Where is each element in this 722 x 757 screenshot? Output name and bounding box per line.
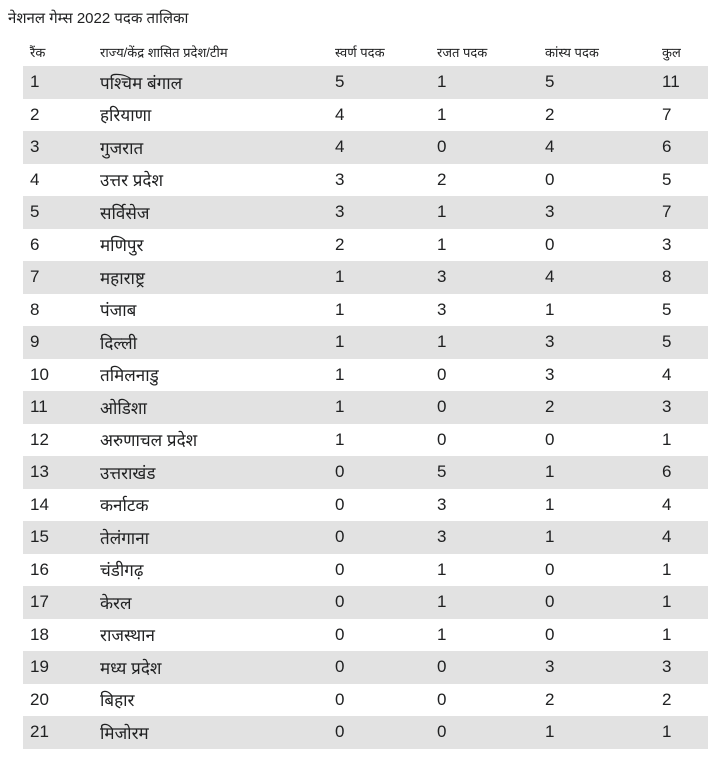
team-cell: अरुणाचल प्रदेश xyxy=(100,431,198,451)
table-row xyxy=(23,521,708,554)
team-cell: मिजोरम xyxy=(93,716,328,749)
silver-cell: 2 xyxy=(437,169,447,189)
bronze-cell: 0 xyxy=(538,586,655,619)
gold-cell: 0 xyxy=(328,716,430,749)
team-cell: महाराष्ट्र xyxy=(93,261,328,294)
silver-cell: 1 xyxy=(430,66,538,99)
team-cell: उत्तर प्रदेश xyxy=(100,171,163,191)
team-cell: उत्तराखंड xyxy=(93,456,328,489)
table-row xyxy=(23,684,708,717)
total-cell: 3 xyxy=(662,234,672,254)
silver-cell: 0 xyxy=(430,131,538,164)
rank-cell: 13 xyxy=(23,456,93,489)
silver-cell: 3 xyxy=(437,494,447,514)
table-row xyxy=(23,66,708,99)
team-cell: मध्य प्रदेश xyxy=(93,651,328,684)
team-cell: गुजरात xyxy=(93,131,328,164)
total-cell: 1 xyxy=(662,559,672,579)
rank-cell: 9 xyxy=(23,326,93,359)
total-cell: 1 xyxy=(655,716,708,749)
rank-cell: 7 xyxy=(23,261,93,294)
table-row xyxy=(23,391,708,424)
col-header-total: कुल xyxy=(662,45,681,60)
total-cell: 5 xyxy=(662,299,672,319)
table-row xyxy=(23,716,708,749)
gold-cell: 1 xyxy=(335,364,345,384)
rank-cell: 10 xyxy=(30,364,49,384)
table-row xyxy=(23,131,708,164)
bronze-cell: 3 xyxy=(545,364,555,384)
total-cell: 4 xyxy=(662,494,672,514)
team-cell: बिहार xyxy=(100,691,135,711)
header-row xyxy=(23,38,708,66)
rank-cell: 11 xyxy=(23,391,93,424)
total-cell: 2 xyxy=(662,689,672,709)
col-header-rank: रैंक xyxy=(30,45,46,60)
table-row xyxy=(23,294,708,327)
total-cell: 6 xyxy=(655,131,708,164)
rank-cell: 6 xyxy=(30,234,40,254)
bronze-cell: 2 xyxy=(538,391,655,424)
bronze-cell: 2 xyxy=(545,104,555,124)
table-row xyxy=(23,99,708,132)
rank-cell: 18 xyxy=(30,624,49,644)
silver-cell: 0 xyxy=(437,364,447,384)
total-cell: 6 xyxy=(655,456,708,489)
bronze-cell: 0 xyxy=(545,429,555,449)
table-row xyxy=(23,554,708,587)
bronze-cell: 1 xyxy=(538,716,655,749)
total-cell: 5 xyxy=(662,169,672,189)
rank-cell: 19 xyxy=(23,651,93,684)
bronze-cell: 1 xyxy=(545,299,555,319)
gold-cell: 4 xyxy=(328,131,430,164)
bronze-cell: 5 xyxy=(538,66,655,99)
gold-cell: 3 xyxy=(335,169,345,189)
gold-cell: 0 xyxy=(335,689,345,709)
silver-cell: 1 xyxy=(430,196,538,229)
table-row xyxy=(23,261,708,294)
team-cell: केरल xyxy=(93,586,328,619)
medal-table-body xyxy=(23,66,708,749)
table-row xyxy=(23,456,708,489)
bronze-cell: 0 xyxy=(545,559,555,579)
medal-table xyxy=(23,38,708,749)
medal-table-header xyxy=(23,38,708,66)
bronze-cell: 4 xyxy=(538,131,655,164)
total-cell: 7 xyxy=(662,104,672,124)
bronze-cell: 2 xyxy=(545,689,555,709)
total-cell: 8 xyxy=(655,261,708,294)
gold-cell: 0 xyxy=(335,494,345,514)
team-cell: चंडीगढ़ xyxy=(100,561,144,581)
gold-cell: 1 xyxy=(335,299,345,319)
silver-cell: 1 xyxy=(437,624,447,644)
silver-cell: 1 xyxy=(430,326,538,359)
rank-cell: 5 xyxy=(23,196,93,229)
total-cell: 1 xyxy=(655,586,708,619)
silver-cell: 0 xyxy=(430,391,538,424)
total-cell: 4 xyxy=(655,521,708,554)
bronze-cell: 0 xyxy=(545,624,555,644)
team-cell: कर्नाटक xyxy=(100,496,149,516)
gold-cell: 0 xyxy=(335,559,345,579)
rank-cell: 20 xyxy=(30,689,49,709)
silver-cell: 1 xyxy=(437,234,447,254)
total-cell: 4 xyxy=(662,364,672,384)
silver-cell: 3 xyxy=(430,261,538,294)
gold-cell: 1 xyxy=(328,326,430,359)
silver-cell: 1 xyxy=(430,586,538,619)
col-header-bronze: कांस्य पदक xyxy=(545,45,599,60)
total-cell: 7 xyxy=(655,196,708,229)
table-row xyxy=(23,424,708,457)
gold-cell: 2 xyxy=(335,234,345,254)
page-title: नेशनल गेम्स 2022 पदक तालिका xyxy=(8,10,189,27)
team-cell: पश्चिम बंगाल xyxy=(93,66,328,99)
bronze-cell: 1 xyxy=(545,494,555,514)
table-row xyxy=(23,489,708,522)
total-cell: 3 xyxy=(655,391,708,424)
silver-cell: 3 xyxy=(437,299,447,319)
table-row xyxy=(23,619,708,652)
team-cell: सर्विसेज xyxy=(93,196,328,229)
bronze-cell: 4 xyxy=(538,261,655,294)
col-header-silver: रजत पदक xyxy=(437,45,488,60)
gold-cell: 1 xyxy=(335,429,345,449)
gold-cell: 0 xyxy=(335,624,345,644)
gold-cell: 4 xyxy=(335,104,345,124)
team-cell: मणिपुर xyxy=(100,236,144,256)
bronze-cell: 3 xyxy=(538,196,655,229)
rank-cell: 8 xyxy=(30,299,40,319)
rank-cell: 2 xyxy=(30,104,40,124)
silver-cell: 3 xyxy=(430,521,538,554)
gold-cell: 5 xyxy=(328,66,430,99)
bronze-cell: 1 xyxy=(538,521,655,554)
table-row xyxy=(23,196,708,229)
total-cell: 5 xyxy=(655,326,708,359)
col-header-gold: स्वर्ण पदक xyxy=(335,45,385,60)
table-row xyxy=(23,229,708,262)
gold-cell: 0 xyxy=(328,456,430,489)
silver-cell: 0 xyxy=(437,689,447,709)
team-cell: तेलंगाना xyxy=(93,521,328,554)
gold-cell: 0 xyxy=(328,651,430,684)
silver-cell: 1 xyxy=(437,104,447,124)
total-cell: 1 xyxy=(662,429,672,449)
table-row xyxy=(23,164,708,197)
team-cell: ओडिशा xyxy=(93,391,328,424)
bronze-cell: 0 xyxy=(545,169,555,189)
rank-cell: 1 xyxy=(23,66,93,99)
rank-cell: 3 xyxy=(23,131,93,164)
gold-cell: 3 xyxy=(328,196,430,229)
rank-cell: 12 xyxy=(30,429,49,449)
gold-cell: 0 xyxy=(328,521,430,554)
silver-cell: 0 xyxy=(437,429,447,449)
table-row xyxy=(23,586,708,619)
silver-cell: 0 xyxy=(430,651,538,684)
table-row xyxy=(23,359,708,392)
bronze-cell: 0 xyxy=(545,234,555,254)
table-row xyxy=(23,326,708,359)
silver-cell: 1 xyxy=(437,559,447,579)
gold-cell: 1 xyxy=(328,261,430,294)
rank-cell: 16 xyxy=(30,559,49,579)
rank-cell: 4 xyxy=(30,169,40,189)
bronze-cell: 3 xyxy=(538,326,655,359)
rank-cell: 17 xyxy=(23,586,93,619)
total-cell: 3 xyxy=(655,651,708,684)
silver-cell: 5 xyxy=(430,456,538,489)
rank-cell: 15 xyxy=(23,521,93,554)
table-row xyxy=(23,651,708,684)
team-cell: तमिलनाडु xyxy=(100,366,159,386)
bronze-cell: 3 xyxy=(538,651,655,684)
bronze-cell: 1 xyxy=(538,456,655,489)
total-cell: 1 xyxy=(662,624,672,644)
silver-cell: 0 xyxy=(430,716,538,749)
gold-cell: 1 xyxy=(328,391,430,424)
rank-cell: 21 xyxy=(23,716,93,749)
total-cell: 11 xyxy=(655,66,708,99)
team-cell: दिल्ली xyxy=(93,326,328,359)
team-cell: पंजाब xyxy=(100,301,137,321)
gold-cell: 0 xyxy=(328,586,430,619)
team-cell: राजस्थान xyxy=(100,626,155,646)
team-cell: हरियाणा xyxy=(100,106,152,126)
rank-cell: 14 xyxy=(30,494,49,514)
col-header-team: राज्य/केंद्र शासित प्रदेश/टीम xyxy=(100,45,228,60)
